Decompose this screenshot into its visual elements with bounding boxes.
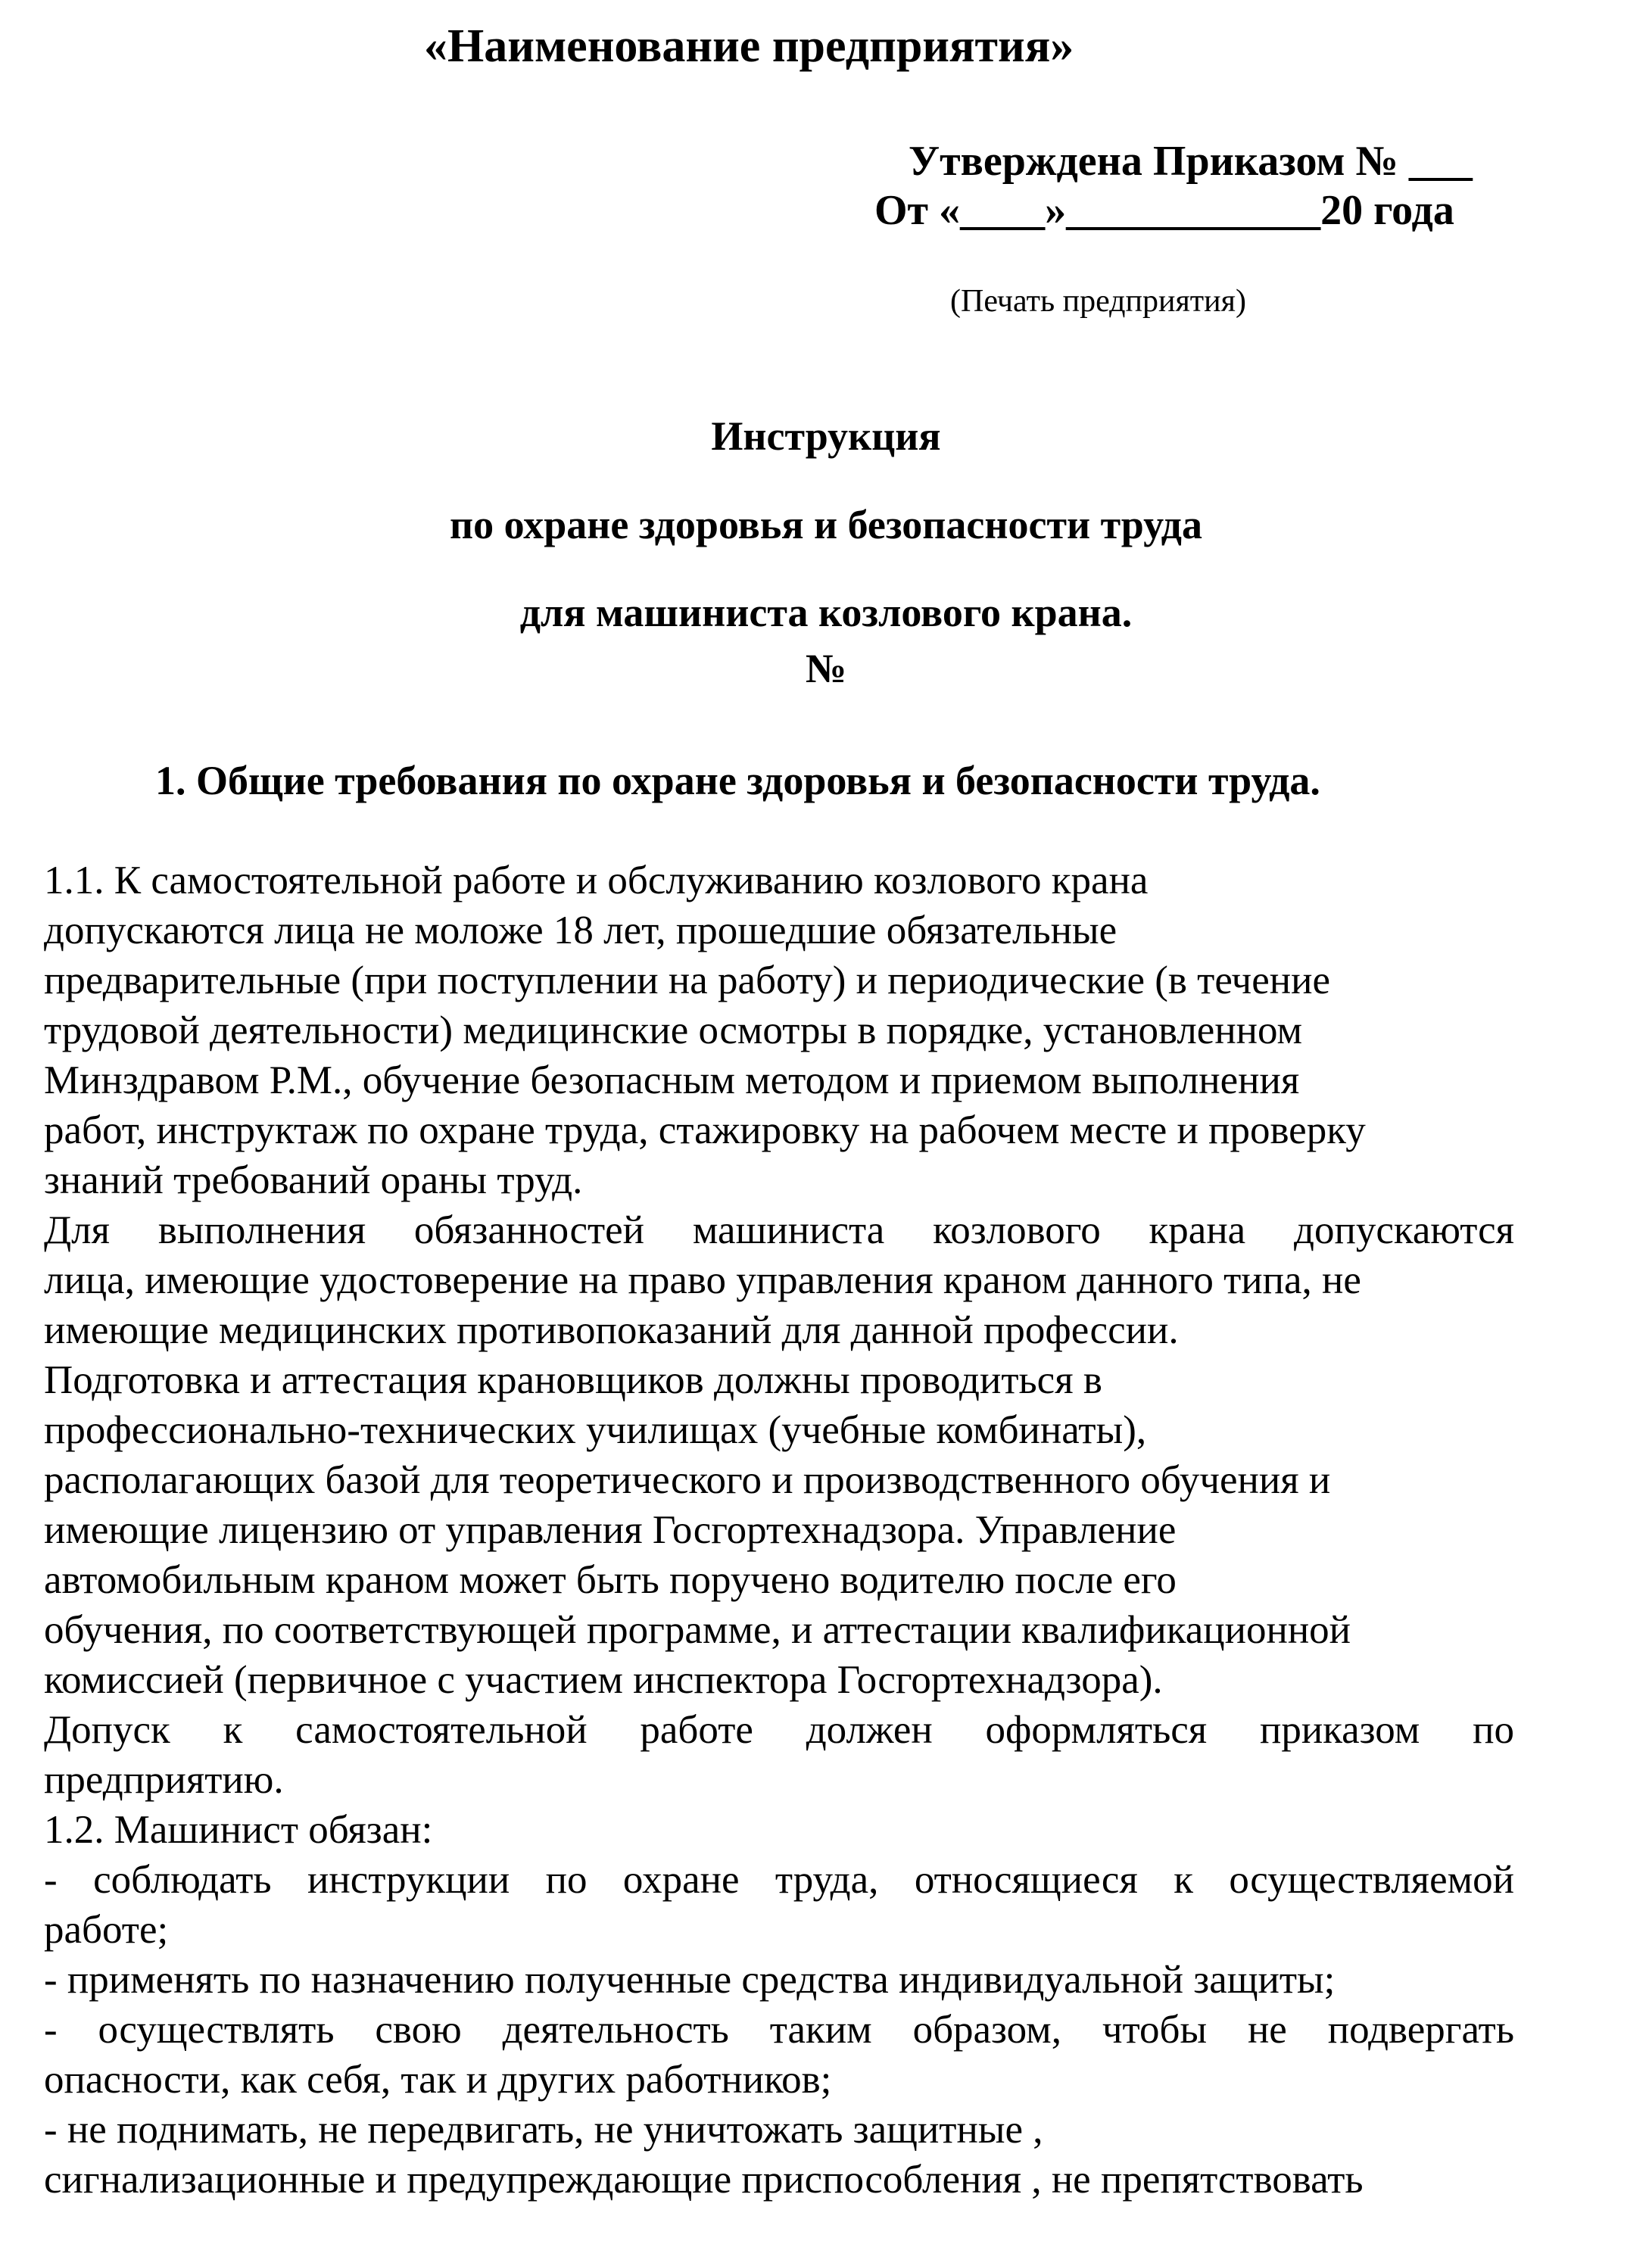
- body-line: знаний требований ораны труд.: [44, 1158, 583, 1202]
- body-line: обучения, по соответствующей программе, и аттестации квалификационной: [44, 1608, 1351, 1652]
- approval-order-line: Утверждена Приказом № ___: [909, 138, 1473, 185]
- body-line: работ, инструктаж по охране труда, стажировку на рабочем месте и проверку: [44, 1108, 1366, 1152]
- section-heading: 1. Общие требования по охране здоровья и безопасности труда.: [155, 758, 1320, 803]
- body-line: предприятию.: [44, 1758, 284, 1802]
- body-line: имеющие лицензию от управления Госгортехнадзора. Управление: [44, 1508, 1177, 1552]
- body-line: лица, имеющие удостоверение на право управления краном данного типа, не: [44, 1258, 1361, 1302]
- body-line: опасности, как себя, так и других работников;: [44, 2058, 832, 2102]
- body-line: имеющие медицинских противопоказаний для данной профессии.: [44, 1308, 1179, 1352]
- approval-date-line: От «____»____________20 года: [874, 187, 1454, 234]
- body-line: сигнализационные и предупреждающие приспособления , не препятствовать: [44, 2158, 1364, 2202]
- body-line: Подготовка и аттестация крановщиков должны проводиться в: [44, 1358, 1102, 1402]
- organization-name: «Наименование предприятия»: [424, 20, 1074, 72]
- body-line: 1.2. Машинист обязан:: [44, 1808, 433, 1852]
- body-line: работе;: [44, 1908, 169, 1952]
- instruction-profession: для машиниста козлового крана.: [519, 590, 1133, 635]
- body-line: Минздравом Р.М., обучение безопасным методом и приемом выполнения: [44, 1058, 1300, 1102]
- body-line: комиссией (первичное с участием инспектора Госгортехнадзора).: [44, 1658, 1163, 1702]
- body-line: автомобильным краном может быть поручено водителю после его: [44, 1558, 1177, 1602]
- instruction-number: №: [805, 646, 847, 691]
- stamp-note: (Печать предприятия): [950, 284, 1246, 319]
- body-line: - не поднимать, не передвигать, не уничтожать защитные ,: [44, 2108, 1043, 2152]
- body-line: Допуск к самостоятельной работе должен оформляться приказом по: [44, 1708, 1514, 1752]
- body-line: - соблюдать инструкции по охране труда, относящиеся к осуществляемой: [44, 1858, 1514, 1902]
- body-line: допускаются лица не моложе 18 лет, прошедшие обязательные: [44, 909, 1117, 952]
- body-line: - применять по назначению полученные средства индивидуальной защиты;: [44, 1958, 1336, 2002]
- body-line: - осуществлять свою деятельность таким образом, чтобы не подвергать: [44, 2008, 1514, 2052]
- body-line: Для выполнения обязанностей машиниста козлового крана допускаются: [44, 1208, 1514, 1252]
- body-line: трудовой деятельности) медицинские осмотры в порядке, установленном: [44, 1008, 1303, 1052]
- body-line: 1.1. К самостоятельной работе и обслуживанию козлового крана: [44, 859, 1149, 902]
- instruction-title: Инструкция: [711, 413, 941, 459]
- body-line: профессионально-технических училищах (учебные комбинаты),: [44, 1408, 1147, 1452]
- instruction-subtitle: по охране здоровья и безопасности труда: [449, 502, 1203, 547]
- body-line: располагающих базой для теоретического и производственного обучения и: [44, 1458, 1331, 1502]
- body-line: предварительные (при поступлении на работу) и периодические (в течение: [44, 958, 1330, 1002]
